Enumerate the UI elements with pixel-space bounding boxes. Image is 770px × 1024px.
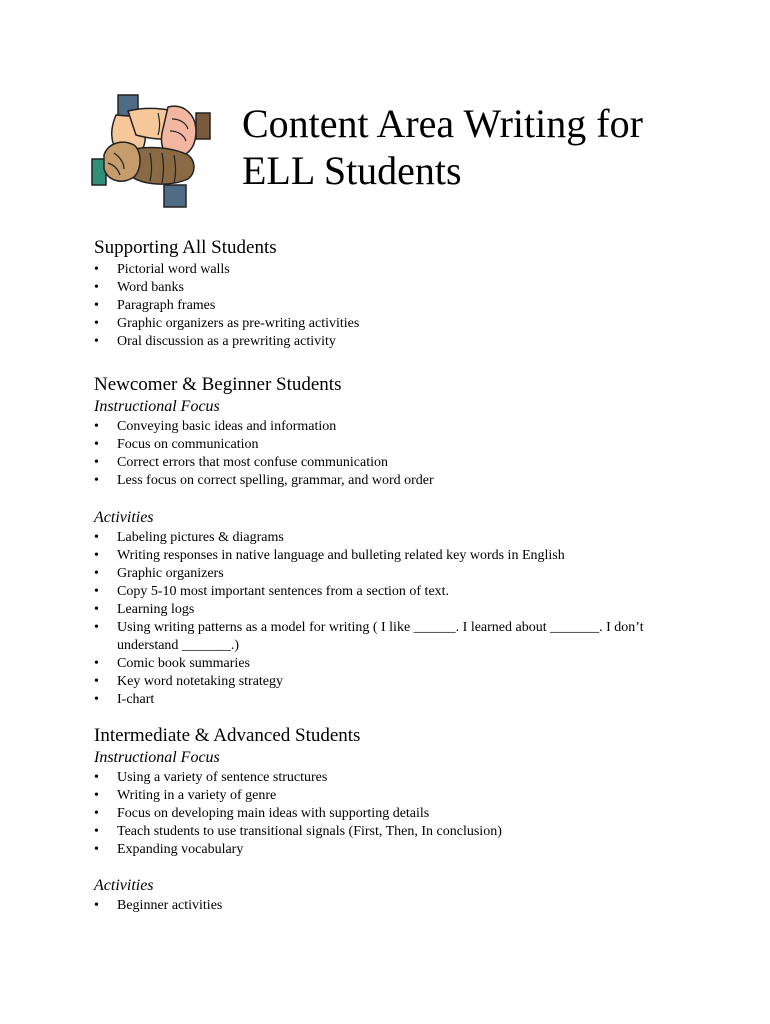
- list-item: • Conveying basic ideas and information: [94, 418, 674, 436]
- list-item: • Teach students to use transitional signals (First, Then, In conclusion): [94, 823, 674, 841]
- list-item: • Key word notetaking strategy: [94, 673, 674, 691]
- supporting-list: [94, 261, 674, 351]
- subheading-newcomer-activities: Activities: [94, 509, 154, 526]
- list-item: • Focus on communication: [94, 436, 674, 454]
- list-item: • Expanding vocabulary: [94, 841, 674, 859]
- list-item: • I-chart: [94, 691, 674, 709]
- joined-hands-icon: [88, 93, 212, 209]
- intermediate-activities-list: [94, 897, 674, 915]
- list-item: • Beginner activities: [94, 897, 674, 915]
- list-item: • Learning logs: [94, 601, 674, 619]
- list-item: • Less focus on correct spelling, grammar, and word order: [94, 472, 674, 490]
- newcomer-focus-list: [94, 418, 674, 490]
- list-item: • Using a variety of sentence structures: [94, 769, 674, 787]
- list-item: • Copy 5-10 most important sentences from a section of text.: [94, 583, 674, 601]
- list-item: • Comic book summaries: [94, 655, 674, 673]
- list-item: • Oral discussion as a prewriting activity: [94, 333, 674, 351]
- subheading-newcomer-focus: Instructional Focus: [94, 398, 220, 415]
- document-title: [242, 100, 722, 194]
- list-item: • Paragraph frames: [94, 297, 674, 315]
- section-heading-supporting: Supporting All Students: [94, 237, 277, 258]
- list-item: • Pictorial word walls: [94, 261, 674, 279]
- list-item: • Graphic organizers as pre-writing activities: [94, 315, 674, 333]
- list-item: • Labeling pictures & diagrams: [94, 529, 674, 547]
- list-item: • Writing responses in native language and bulleting related key words in English: [94, 547, 674, 565]
- document-title-line-1: Content Area Writing for: [242, 101, 643, 146]
- list-item: • Focus on developing main ideas with supporting details: [94, 805, 674, 823]
- list-item: • Word banks: [94, 279, 674, 297]
- newcomer-activities-list: [94, 529, 674, 709]
- intermediate-focus-list: [94, 769, 674, 859]
- subheading-intermediate-focus: Instructional Focus: [94, 749, 220, 766]
- list-item: • Graphic organizers: [94, 565, 674, 583]
- list-item: • Using writing patterns as a model for writing ( I like ______. I learned about _______. I don’t understand _______.): [94, 619, 674, 655]
- subheading-intermediate-activities: Activities: [94, 877, 154, 894]
- list-item: • Writing in a variety of genre: [94, 787, 674, 805]
- list-item: • Correct errors that most confuse communication: [94, 454, 674, 472]
- document-title-line-2: ELL Students: [242, 148, 462, 193]
- section-heading-intermediate: Intermediate & Advanced Students: [94, 725, 361, 746]
- section-heading-newcomer: Newcomer & Beginner Students: [94, 374, 342, 395]
